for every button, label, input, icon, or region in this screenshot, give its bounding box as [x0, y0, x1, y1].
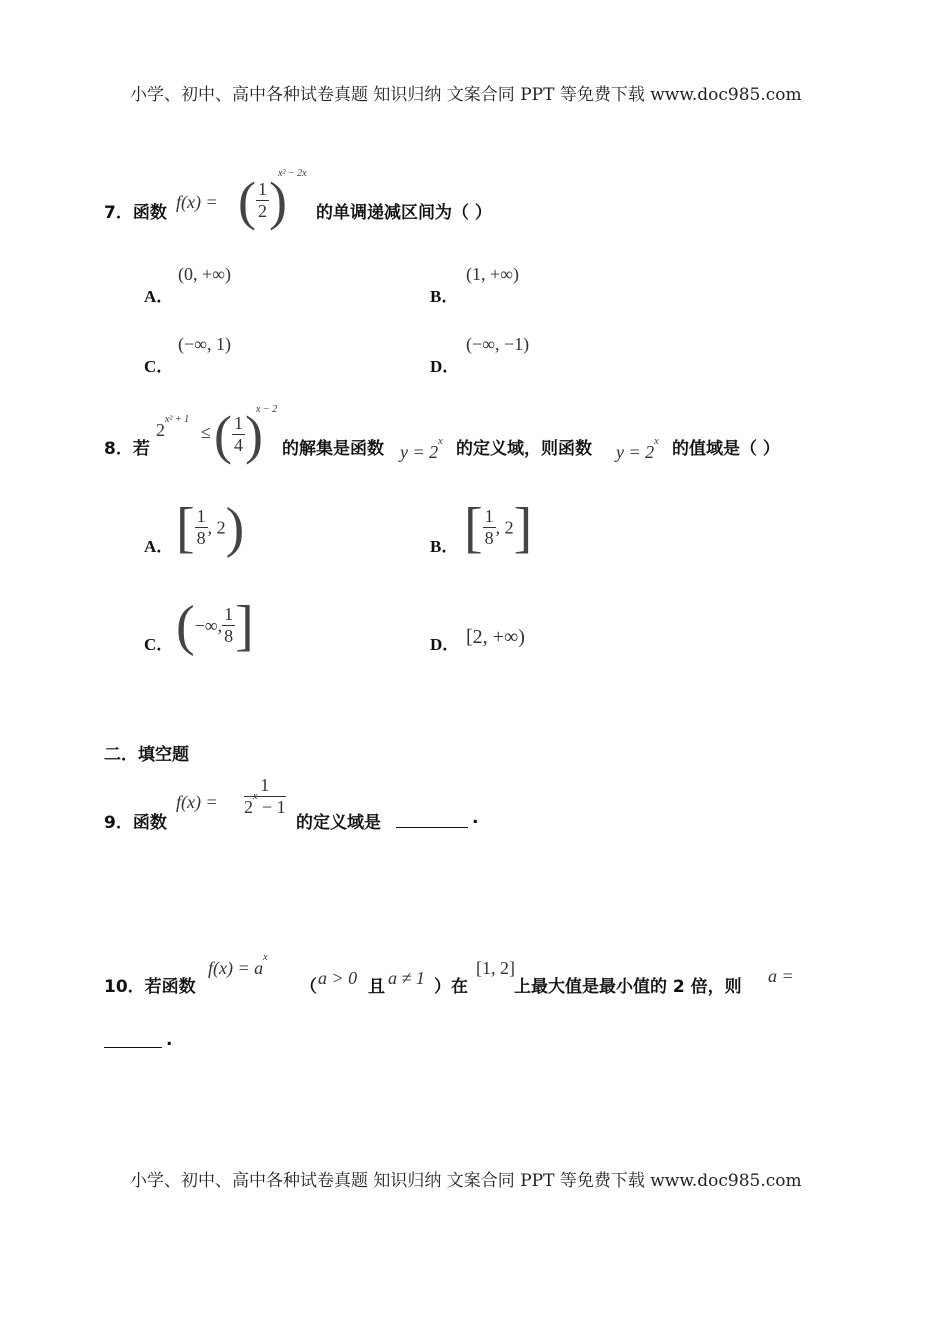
q8-option-c[interactable] [144, 595, 364, 664]
question-10-paren-close: ）在 [434, 977, 468, 997]
q7-option-d-value: (−∞, −1) [466, 334, 530, 354]
question-10-answer-line [104, 1024, 204, 1054]
q7-option-a-value: (0, +∞) [178, 264, 231, 284]
q7-option-b-label: B． [430, 287, 459, 306]
question-8-lhs: $2^{x^2 + 1}$ [156, 414, 190, 440]
q8-option-c-value: (−∞, $\frac{1}{8}$ ] [176, 595, 254, 657]
q7-option-a[interactable] [144, 262, 344, 306]
q8-option-d-label: D． [430, 635, 460, 654]
page-header: 小学、初中、高中各种试卷真题 知识归纳 文案合同 PPT 等免费下载 www.doc985.com [130, 85, 802, 105]
question-10-number: 10．若函数 [104, 977, 196, 997]
q7-option-a-label: A． [144, 287, 174, 306]
q7-option-c-label: C． [144, 357, 174, 376]
question-7-base: ( $\frac{1}{2}$ ) [238, 171, 287, 231]
question-8-tail: 的值域是（ ） [672, 439, 780, 459]
q7-option-b-value: (1, +∞) [466, 264, 519, 284]
q7-option-c[interactable] [144, 332, 344, 376]
question-8-exponent: x − 2 [256, 404, 278, 415]
question-10-cond1: a > 0 [318, 968, 358, 988]
question-9-tail: 的定义域是 [296, 813, 381, 833]
q7-option-d-label: D． [430, 357, 460, 376]
q8-option-c-label: C． [144, 635, 174, 654]
question-10-cond2: a ≠ 1 [388, 968, 425, 988]
question-8-func1: $y = 2^x$ [400, 436, 443, 462]
question-8-func2: $y = 2^x$ [616, 436, 659, 462]
question-8 [104, 404, 824, 468]
q8-option-b-value: [ $\frac{1}{8}$ , 2] [464, 497, 533, 559]
q7-option-d[interactable] [430, 332, 630, 376]
section-title: 二．填空题 [104, 745, 189, 765]
question-7-number: 7．函数 [104, 203, 167, 223]
q8-option-a[interactable] [144, 497, 364, 566]
question-9-fraction: $\frac{1}{2^x - 1}$ [244, 775, 286, 817]
q7-option-c-value: (−∞, 1) [178, 334, 231, 354]
q8-option-a-label: A． [144, 537, 174, 556]
question-9-function-lhs: f(x) = [176, 792, 218, 812]
left-paren: ( [238, 171, 256, 231]
question-9-end: . [472, 808, 479, 828]
question-7-exponent: x² − 2x [278, 168, 307, 179]
left-paren: ( [214, 405, 232, 465]
question-9-answer-blank[interactable] [396, 826, 468, 828]
q8-option-b-label: B． [430, 537, 459, 556]
question-10-end: . [166, 1030, 173, 1050]
question-8-mid1: 的解集是函数 [282, 439, 384, 459]
page-footer: 小学、初中、高中各种试卷真题 知识归纳 文案合同 PPT 等免费下载 www.doc985.com [130, 1171, 802, 1191]
right-paren: ) [244, 405, 263, 465]
q8-option-d-value: [2, +∞) [466, 626, 525, 648]
q8-option-b[interactable] [430, 497, 650, 566]
question-7-tail: 的单调递减区间为（ ） [316, 203, 492, 223]
question-10-function: $f(x) = a^x$ [208, 952, 268, 978]
question-9-number: 9．函数 [104, 813, 167, 833]
question-8-leq: ≤ [201, 422, 211, 442]
question-8-mid2: 的定义域，则函数 [456, 439, 592, 459]
q8-option-d[interactable] [430, 598, 650, 664]
q8-option-a-value: [ $\frac{1}{8}$ , 2) [176, 497, 245, 559]
question-9 [104, 776, 624, 836]
question-10-and: 且 [368, 977, 385, 997]
question-10-interval: [1, 2] [476, 958, 515, 978]
right-paren: ) [268, 171, 287, 231]
question-7-function-lhs: f(x) = [176, 192, 218, 212]
question-10-mid: 上最大值是最小值的 2 倍，则 [514, 977, 742, 997]
question-8-base: ( $\frac{1}{4}$ ) [214, 405, 263, 465]
q7-option-b[interactable] [430, 262, 630, 306]
question-10-paren-open: （ [300, 977, 317, 997]
question-10 [104, 952, 844, 1000]
question-10-var: a = [768, 966, 794, 986]
question-10-answer-blank[interactable] [104, 1046, 162, 1048]
question-8-number: 8．若 [104, 439, 150, 459]
